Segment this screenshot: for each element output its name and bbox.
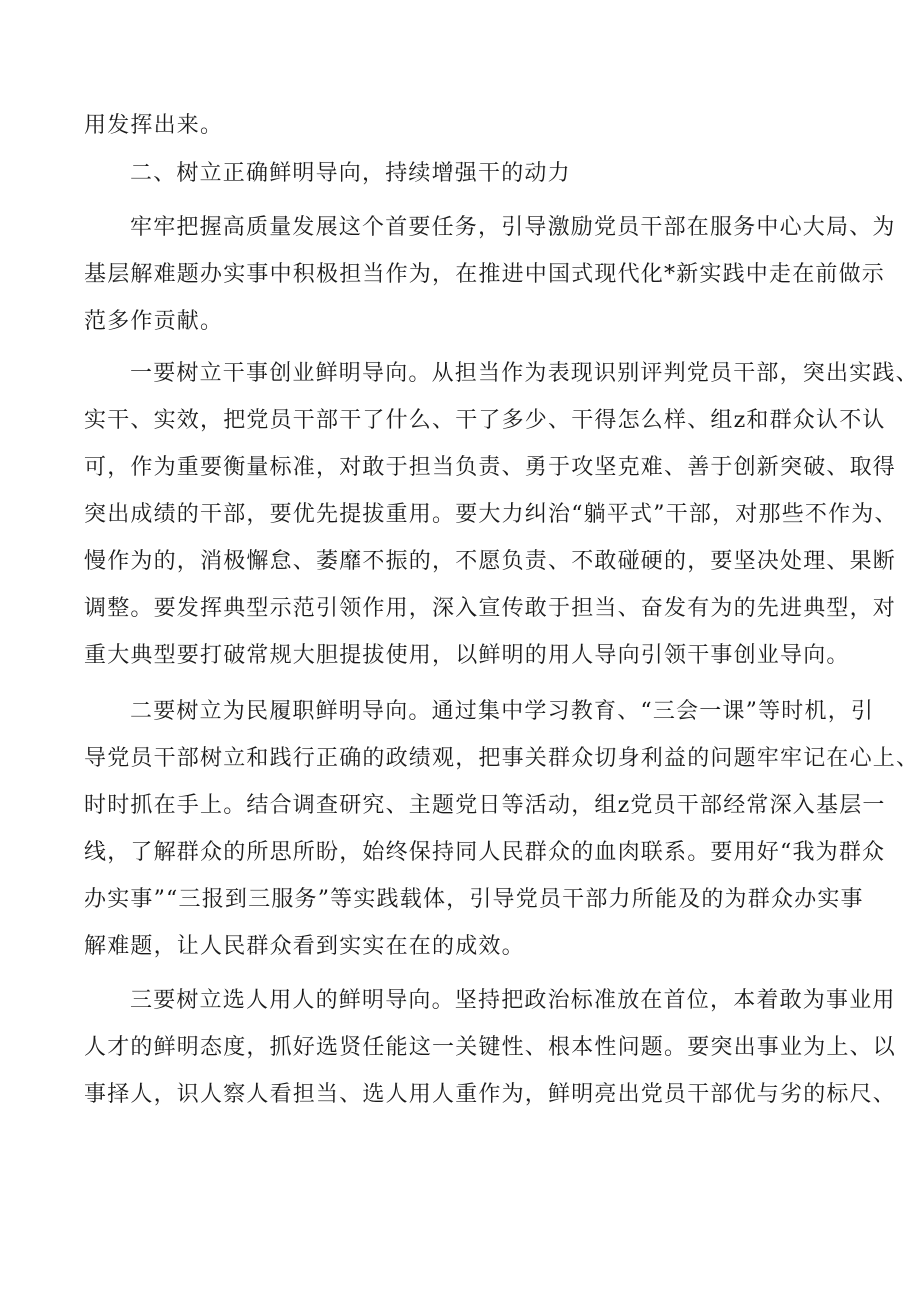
text-line: 人才的鲜明态度，抓好选贤任能这一关键性、根本性问题。要突出事业为上、以: [84, 1035, 897, 1060]
section-heading: 二、树立正确鲜明导向，持续增强干的动力: [130, 161, 571, 186]
text-line: 办实事”“三报到三服务”等实践载体，引导党员干部力所能及的为群众办实事: [84, 887, 864, 912]
text-line: 可，作为重要衡量标准，对敢于担当负责、勇于攻坚克难、善于创新突破、取得: [84, 455, 897, 480]
text-line: 事择人，识人察人看担当、选人用人重作为，鲜明亮出党员干部优与劣的标尺、: [84, 1082, 897, 1107]
text-line: 重大典型要打破常规大胆提拔使用，以鲜明的用人导向引领干事创业导向。: [84, 643, 850, 668]
text-line: 调整。要发挥典型示范引领作用，深入宣传敢于担当、奋发有为的先进典型，对: [84, 596, 897, 621]
text-line: 二要树立为民履职鲜明导向。通过集中学习教育、“三会一课”等时机，引: [130, 699, 875, 724]
text-line: 基层解难题办实事中积极担当作为，在推进中国式现代化*新实践中走在前做示: [84, 262, 886, 287]
text-line: 导党员干部树立和践行正确的政绩观，把事关群众切身利益的问题牢牢记在心上、: [84, 746, 920, 771]
text-line: 实干、实效，把党员干部干了什么、干了多少、干得怎么样、组z和群众认不认: [84, 408, 886, 433]
text-line: 线，了解群众的所思所盼，始终保持同人民群众的血肉联系。要用好“我为群众: [84, 840, 886, 865]
text-line: 突出成绩的干部，要优先提拔重用。要大力纠治“躺平式”干部，对那些不作为、: [84, 502, 898, 527]
text-line: 解难题，让人民群众看到实实在在的成效。: [84, 934, 525, 959]
text-line: 用发挥出来。: [84, 113, 224, 138]
text-line: 一要树立干事创业鲜明导向。从担当作为表现识别评判党员干部，突出实践、: [130, 361, 919, 386]
text-line: 三要树立选人用人的鲜明导向。坚持把政治标准放在首位，本着敢为事业用: [130, 988, 896, 1013]
text-line: 范多作贡献。: [84, 309, 224, 334]
text-line: 时时抓在手上。结合调查研究、主题党日等活动，组z党员干部经常深入基层一: [84, 793, 886, 818]
text-line: 慢作为的，消极懈怠、萎靡不振的，不愿负责、不敢碰硬的，要坚决处理、果断: [84, 549, 897, 574]
text-line: 牢牢把握高质量发展这个首要任务，引导激励党员干部在服务中心大局、为: [130, 215, 896, 240]
